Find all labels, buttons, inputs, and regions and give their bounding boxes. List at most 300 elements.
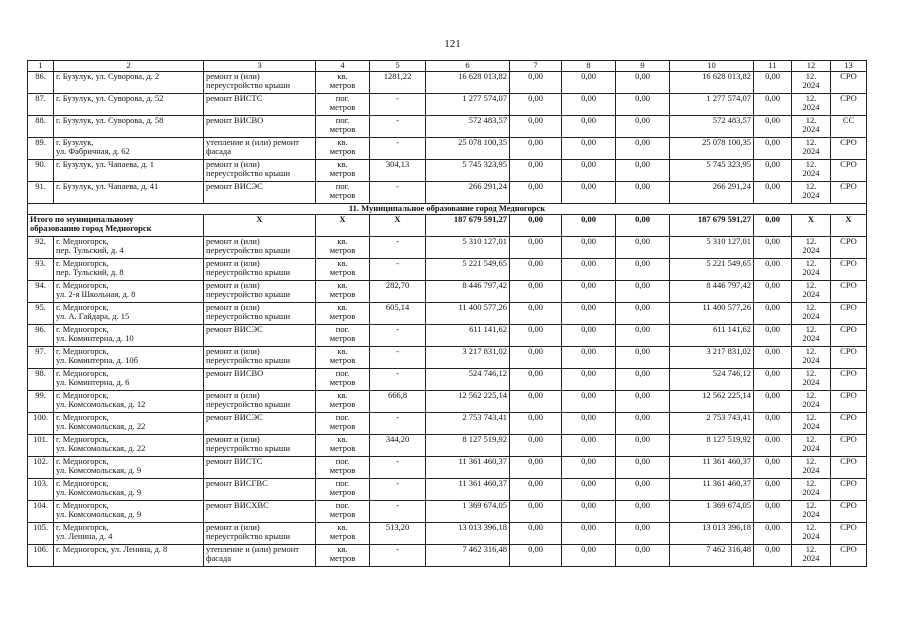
unit-cell-line: метров bbox=[329, 289, 356, 299]
work-type-cell-line: ремонт и (или) bbox=[206, 258, 260, 268]
owner-funds-cell: 3 217 831,02 bbox=[670, 346, 754, 368]
fund-cell: 0,00 bbox=[510, 544, 562, 566]
address-cell-line: г. Медногорск, bbox=[56, 258, 109, 268]
deadline-cell-line: 2024 bbox=[802, 190, 820, 200]
owner-funds-cell: 2 753 743,41 bbox=[670, 412, 754, 434]
unit-cell-line: метров bbox=[329, 443, 356, 453]
deadline-cell bbox=[792, 115, 831, 137]
work-type-cell-line: ремонт и (или) bbox=[206, 159, 260, 169]
unit-cell bbox=[316, 159, 370, 181]
unit-cell bbox=[316, 412, 370, 434]
fund-cell: 0,00 bbox=[510, 181, 562, 203]
fund-cell: 0,00 bbox=[616, 478, 670, 500]
address-cell-line: ул. Комсомольская, д. 22 bbox=[56, 443, 146, 453]
unit-cell-line: метров bbox=[329, 421, 356, 431]
volume-cell: 304,13 bbox=[370, 159, 426, 181]
table-row bbox=[28, 280, 867, 302]
deadline-cell-line: 12. bbox=[805, 434, 817, 444]
method-cell: СРО bbox=[831, 390, 867, 412]
work-type-cell-line: утепление и (или) ремонт bbox=[206, 544, 300, 554]
total-fund-cell: 0,00 bbox=[562, 214, 616, 236]
unit-cell-line: метров bbox=[329, 311, 356, 321]
method-cell: СРО bbox=[831, 258, 867, 280]
unit-cell-line: пог. bbox=[335, 412, 350, 422]
address-cell-line: ул. Комсомольская, д. 9 bbox=[56, 465, 142, 475]
row-number: 88. bbox=[28, 115, 54, 137]
total-cost-cell: 8 446 797,42 bbox=[426, 280, 510, 302]
other-funds-cell: 0,00 bbox=[754, 236, 792, 258]
page-number: 121 bbox=[444, 38, 461, 50]
deadline-cell-line: 2024 bbox=[802, 245, 820, 255]
deadline-cell-line: 2024 bbox=[802, 146, 820, 156]
unit-cell-line: кв. bbox=[337, 346, 348, 356]
total-cost-cell: 266 291,24 bbox=[426, 181, 510, 203]
volume-cell: - bbox=[370, 456, 426, 478]
row-number: 100. bbox=[28, 412, 54, 434]
work-type-cell bbox=[204, 93, 316, 115]
owner-funds-cell: 5 221 549,65 bbox=[670, 258, 754, 280]
table-row bbox=[28, 500, 867, 522]
address-cell bbox=[54, 71, 204, 93]
unit-cell-line: метров bbox=[329, 190, 356, 200]
unit-cell-line: пог. bbox=[335, 500, 350, 510]
work-type-cell bbox=[204, 324, 316, 346]
address-cell-line: г. Бузулук, ул. Суворова, д. 2 bbox=[56, 71, 160, 81]
fund-cell: 0,00 bbox=[510, 324, 562, 346]
deadline-cell-line: 2024 bbox=[802, 102, 820, 112]
fund-cell: 0,00 bbox=[510, 137, 562, 159]
table-row bbox=[28, 258, 867, 280]
fund-cell: 0,00 bbox=[616, 390, 670, 412]
fund-cell: 0,00 bbox=[616, 280, 670, 302]
owner-funds-cell: 16 628 013,82 bbox=[670, 71, 754, 93]
table-row bbox=[28, 434, 867, 456]
deadline-cell-line: 2024 bbox=[802, 289, 820, 299]
volume-cell: - bbox=[370, 500, 426, 522]
table-row bbox=[28, 522, 867, 544]
fund-cell: 0,00 bbox=[562, 522, 616, 544]
unit-cell bbox=[316, 544, 370, 566]
work-type-cell bbox=[204, 412, 316, 434]
unit-cell-line: пог. bbox=[335, 93, 350, 103]
total-cost-cell: 7 462 316,48 bbox=[426, 544, 510, 566]
deadline-cell bbox=[792, 159, 831, 181]
deadline-cell bbox=[792, 302, 831, 324]
work-type-cell-line: ремонт ВИСЭС bbox=[206, 181, 263, 191]
section-title: 11. Муниципальное образование город Медногорск bbox=[28, 203, 867, 214]
deadline-cell bbox=[792, 324, 831, 346]
fund-cell: 0,00 bbox=[616, 258, 670, 280]
total-cost-cell: 13 013 396,18 bbox=[426, 522, 510, 544]
address-cell-line: ул. Коминтерна, д. 6 bbox=[56, 377, 130, 387]
unit-cell-line: кв. bbox=[337, 390, 348, 400]
owner-funds-cell: 5 745 323,95 bbox=[670, 159, 754, 181]
unit-cell-line: кв. bbox=[337, 236, 348, 246]
column-header: 13 bbox=[831, 61, 867, 72]
address-cell bbox=[54, 159, 204, 181]
row-number: 87. bbox=[28, 93, 54, 115]
work-type-cell-line: ремонт и (или) bbox=[206, 302, 260, 312]
unit-cell-line: метров bbox=[329, 553, 356, 563]
method-cell: СРО bbox=[831, 456, 867, 478]
table-row bbox=[28, 93, 867, 115]
other-funds-cell: 0,00 bbox=[754, 500, 792, 522]
deadline-cell-line: 2024 bbox=[802, 168, 820, 178]
volume-cell: - bbox=[370, 236, 426, 258]
total-cost-cell: 11 361 460,37 bbox=[426, 456, 510, 478]
fund-cell: 0,00 bbox=[510, 456, 562, 478]
table-row bbox=[28, 302, 867, 324]
owner-funds-cell: 266 291,24 bbox=[670, 181, 754, 203]
work-type-cell bbox=[204, 236, 316, 258]
row-number: 93. bbox=[28, 258, 54, 280]
address-cell-line: г. Медногорск, bbox=[56, 280, 109, 290]
unit-cell-line: метров bbox=[329, 465, 356, 475]
work-type-cell-line: переустройство крыши bbox=[206, 245, 291, 255]
address-cell bbox=[54, 181, 204, 203]
address-cell-line: ул. Фабричная, д. 62 bbox=[56, 146, 130, 156]
fund-cell: 0,00 bbox=[616, 159, 670, 181]
unit-cell-line: кв. bbox=[337, 434, 348, 444]
work-type-cell-line: переустройство крыши bbox=[206, 168, 291, 178]
method-cell: СРО bbox=[831, 434, 867, 456]
fund-cell: 0,00 bbox=[562, 137, 616, 159]
unit-cell-line: метров bbox=[329, 487, 356, 497]
fund-cell: 0,00 bbox=[562, 115, 616, 137]
owner-funds-cell: 8 127 519,92 bbox=[670, 434, 754, 456]
work-type-cell-line: ремонт ВИСЭС bbox=[206, 412, 263, 422]
unit-cell-line: кв. bbox=[337, 544, 348, 554]
column-header: 4 bbox=[316, 61, 370, 72]
total-owner-funds-cell: 187 679 591,27 bbox=[670, 214, 754, 236]
address-cell-line: ул. Коминтерна, д. 10б bbox=[56, 355, 138, 365]
work-type-cell-line: переустройство крыши bbox=[206, 355, 291, 365]
table-row bbox=[28, 478, 867, 500]
address-cell-line: г. Бузулук, bbox=[56, 137, 94, 147]
work-type-cell-line: переустройство крыши bbox=[206, 289, 291, 299]
unit-cell-line: метров bbox=[329, 102, 356, 112]
row-number: 86. bbox=[28, 71, 54, 93]
unit-cell-line: метров bbox=[329, 377, 356, 387]
fund-cell: 0,00 bbox=[510, 302, 562, 324]
address-cell-line: ул. Ленина, д. 4 bbox=[56, 531, 113, 541]
deadline-cell-line: 12. bbox=[805, 412, 817, 422]
fund-cell: 0,00 bbox=[562, 412, 616, 434]
unit-cell bbox=[316, 456, 370, 478]
unit-cell-line: метров bbox=[329, 267, 356, 277]
address-cell bbox=[54, 544, 204, 566]
address-cell bbox=[54, 412, 204, 434]
fund-cell: 0,00 bbox=[616, 71, 670, 93]
fund-cell: 0,00 bbox=[616, 93, 670, 115]
row-number: 89. bbox=[28, 137, 54, 159]
total-mark-cell: X bbox=[370, 214, 426, 236]
column-header: 3 bbox=[204, 61, 316, 72]
unit-cell bbox=[316, 346, 370, 368]
method-cell: СРО bbox=[831, 412, 867, 434]
volume-cell: 666,8 bbox=[370, 390, 426, 412]
unit-cell-line: метров bbox=[329, 509, 356, 519]
fund-cell: 0,00 bbox=[510, 346, 562, 368]
address-cell bbox=[54, 456, 204, 478]
fund-cell: 0,00 bbox=[510, 522, 562, 544]
total-cost-cell: 16 628 013,82 bbox=[426, 71, 510, 93]
unit-cell bbox=[316, 115, 370, 137]
total-label-line: Итого по муниципальному bbox=[30, 214, 134, 224]
total-cost-cell: 11 361 460,37 bbox=[426, 478, 510, 500]
volume-cell: - bbox=[370, 115, 426, 137]
deadline-cell bbox=[792, 137, 831, 159]
method-cell: СРО bbox=[831, 137, 867, 159]
work-type-cell-line: переустройство крыши bbox=[206, 80, 291, 90]
work-type-cell-line: ремонт ВИСТС bbox=[206, 456, 263, 466]
deadline-cell bbox=[792, 346, 831, 368]
deadline-cell-line: 2024 bbox=[802, 355, 820, 365]
fund-cell: 0,00 bbox=[616, 302, 670, 324]
fund-cell: 0,00 bbox=[562, 302, 616, 324]
fund-cell: 0,00 bbox=[562, 434, 616, 456]
unit-cell bbox=[316, 500, 370, 522]
unit-cell-line: кв. bbox=[337, 258, 348, 268]
method-cell: СС bbox=[831, 115, 867, 137]
row-number: 90. bbox=[28, 159, 54, 181]
table-row bbox=[28, 412, 867, 434]
unit-cell bbox=[316, 324, 370, 346]
work-type-cell bbox=[204, 280, 316, 302]
work-type-cell bbox=[204, 390, 316, 412]
volume-cell: - bbox=[370, 478, 426, 500]
work-type-cell-line: ремонт и (или) bbox=[206, 434, 260, 444]
fund-cell: 0,00 bbox=[616, 500, 670, 522]
fund-cell: 0,00 bbox=[616, 368, 670, 390]
owner-funds-cell: 11 400 577,26 bbox=[670, 302, 754, 324]
address-cell-line: г. Медногорск, bbox=[56, 302, 109, 312]
method-cell: СРО bbox=[831, 544, 867, 566]
work-type-cell bbox=[204, 544, 316, 566]
fund-cell: 0,00 bbox=[510, 280, 562, 302]
fund-cell: 0,00 bbox=[562, 93, 616, 115]
other-funds-cell: 0,00 bbox=[754, 434, 792, 456]
fund-cell: 0,00 bbox=[562, 71, 616, 93]
capital-repair-table bbox=[27, 60, 867, 567]
fund-cell: 0,00 bbox=[616, 456, 670, 478]
work-type-cell-line: ремонт и (или) bbox=[206, 390, 260, 400]
address-cell bbox=[54, 236, 204, 258]
unit-cell bbox=[316, 478, 370, 500]
total-label bbox=[28, 214, 204, 236]
table-row bbox=[28, 181, 867, 203]
address-cell-line: г. Медногорск, bbox=[56, 346, 109, 356]
work-type-cell-line: переустройство крыши bbox=[206, 267, 291, 277]
other-funds-cell: 0,00 bbox=[754, 181, 792, 203]
fund-cell: 0,00 bbox=[616, 181, 670, 203]
table-row bbox=[28, 115, 867, 137]
unit-cell-line: пог. bbox=[335, 115, 350, 125]
fund-cell: 0,00 bbox=[616, 522, 670, 544]
other-funds-cell: 0,00 bbox=[754, 258, 792, 280]
unit-cell-line: пог. bbox=[335, 181, 350, 191]
deadline-cell bbox=[792, 478, 831, 500]
address-cell bbox=[54, 137, 204, 159]
deadline-cell-line: 2024 bbox=[802, 443, 820, 453]
deadline-cell-line: 12. bbox=[805, 115, 817, 125]
work-type-cell-line: фасада bbox=[206, 553, 232, 563]
fund-cell: 0,00 bbox=[616, 324, 670, 346]
unit-cell-line: метров bbox=[329, 399, 356, 409]
total-cost-cell: 1 277 574,07 bbox=[426, 93, 510, 115]
total-other-funds-cell: 0,00 bbox=[754, 214, 792, 236]
owner-funds-cell: 524 746,12 bbox=[670, 368, 754, 390]
row-number: 103. bbox=[28, 478, 54, 500]
volume-cell: - bbox=[370, 324, 426, 346]
column-header: 5 bbox=[370, 61, 426, 72]
column-header: 11 bbox=[754, 61, 792, 72]
deadline-cell bbox=[792, 181, 831, 203]
work-type-cell-line: ремонт и (или) bbox=[206, 280, 260, 290]
deadline-cell-line: 2024 bbox=[802, 509, 820, 519]
unit-cell-line: метров bbox=[329, 124, 356, 134]
fund-cell: 0,00 bbox=[510, 71, 562, 93]
address-cell-line: г. Медногорск, bbox=[56, 390, 109, 400]
total-cost-cell: 5 310 127,01 bbox=[426, 236, 510, 258]
total-cost-cell: 11 400 577,26 bbox=[426, 302, 510, 324]
address-cell-line: г. Медногорск, bbox=[56, 412, 109, 422]
unit-cell-line: кв. bbox=[337, 522, 348, 532]
owner-funds-cell: 572 483,57 bbox=[670, 115, 754, 137]
other-funds-cell: 0,00 bbox=[754, 159, 792, 181]
fund-cell: 0,00 bbox=[562, 280, 616, 302]
fund-cell: 0,00 bbox=[562, 390, 616, 412]
deadline-cell bbox=[792, 390, 831, 412]
deadline-cell bbox=[792, 434, 831, 456]
fund-cell: 0,00 bbox=[510, 434, 562, 456]
fund-cell: 0,00 bbox=[510, 236, 562, 258]
work-type-cell-line: переустройство крыши bbox=[206, 443, 291, 453]
address-cell-line: г. Медногорск, bbox=[56, 368, 109, 378]
row-number: 105. bbox=[28, 522, 54, 544]
method-cell: СРО bbox=[831, 302, 867, 324]
work-type-cell-line: ремонт ВИСВО bbox=[206, 115, 264, 125]
work-type-cell bbox=[204, 181, 316, 203]
method-cell: СРО bbox=[831, 159, 867, 181]
deadline-cell bbox=[792, 71, 831, 93]
fund-cell: 0,00 bbox=[616, 412, 670, 434]
deadline-cell bbox=[792, 236, 831, 258]
address-cell-line: ул. А. Гайдара, д. 15 bbox=[56, 311, 130, 321]
address-cell bbox=[54, 324, 204, 346]
table-row bbox=[28, 324, 867, 346]
fund-cell: 0,00 bbox=[562, 324, 616, 346]
method-cell: СРО bbox=[831, 93, 867, 115]
volume-cell: - bbox=[370, 368, 426, 390]
unit-cell bbox=[316, 258, 370, 280]
deadline-cell bbox=[792, 412, 831, 434]
work-type-cell-line: ремонт и (или) bbox=[206, 236, 260, 246]
work-type-cell bbox=[204, 478, 316, 500]
owner-funds-cell: 1 277 574,07 bbox=[670, 93, 754, 115]
deadline-cell-line: 2024 bbox=[802, 531, 820, 541]
deadline-cell-line: 12. bbox=[805, 368, 817, 378]
other-funds-cell: 0,00 bbox=[754, 115, 792, 137]
other-funds-cell: 0,00 bbox=[754, 346, 792, 368]
unit-cell-line: метров bbox=[329, 80, 356, 90]
fund-cell: 0,00 bbox=[562, 500, 616, 522]
deadline-cell-line: 12. bbox=[805, 478, 817, 488]
fund-cell: 0,00 bbox=[510, 478, 562, 500]
other-funds-cell: 0,00 bbox=[754, 456, 792, 478]
total-cost-cell: 1 369 674,05 bbox=[426, 500, 510, 522]
address-cell bbox=[54, 346, 204, 368]
unit-cell-line: пог. bbox=[335, 324, 350, 334]
deadline-cell-line: 12. bbox=[805, 522, 817, 532]
other-funds-cell: 0,00 bbox=[754, 478, 792, 500]
total-cost-cell: 5 221 549,65 bbox=[426, 258, 510, 280]
work-type-cell-line: переустройство крыши bbox=[206, 311, 291, 321]
total-label-line: образованию город Медногорск bbox=[30, 223, 152, 233]
volume-cell: - bbox=[370, 181, 426, 203]
volume-cell: - bbox=[370, 346, 426, 368]
row-number: 91. bbox=[28, 181, 54, 203]
work-type-cell bbox=[204, 159, 316, 181]
work-type-cell-line: фасада bbox=[206, 146, 232, 156]
address-cell-line: г. Медногорск, bbox=[56, 500, 109, 510]
fund-cell: 0,00 bbox=[616, 544, 670, 566]
deadline-cell bbox=[792, 544, 831, 566]
deadline-cell-line: 2024 bbox=[802, 465, 820, 475]
work-type-cell bbox=[204, 302, 316, 324]
method-cell: СРО bbox=[831, 236, 867, 258]
work-type-cell bbox=[204, 368, 316, 390]
address-cell bbox=[54, 522, 204, 544]
fund-cell: 0,00 bbox=[510, 390, 562, 412]
unit-cell bbox=[316, 93, 370, 115]
volume-cell: - bbox=[370, 544, 426, 566]
volume-cell: - bbox=[370, 412, 426, 434]
unit-cell-line: метров bbox=[329, 531, 356, 541]
method-cell: СРО bbox=[831, 368, 867, 390]
fund-cell: 0,00 bbox=[510, 115, 562, 137]
work-type-cell-line: ремонт и (или) bbox=[206, 522, 260, 532]
total-cost-cell: 25 078 100,35 bbox=[426, 137, 510, 159]
fund-cell: 0,00 bbox=[562, 456, 616, 478]
address-cell bbox=[54, 115, 204, 137]
other-funds-cell: 0,00 bbox=[754, 544, 792, 566]
total-cost-cell: 5 745 323,95 bbox=[426, 159, 510, 181]
address-cell bbox=[54, 478, 204, 500]
address-cell-line: ул. Комсомольская, д. 12 bbox=[56, 399, 146, 409]
table-row bbox=[28, 159, 867, 181]
work-type-cell bbox=[204, 522, 316, 544]
deadline-cell-line: 12. bbox=[805, 159, 817, 169]
deadline-cell-line: 12. bbox=[805, 137, 817, 147]
address-cell-line: ул. Комсомольская, д. 9 bbox=[56, 487, 142, 497]
fund-cell: 0,00 bbox=[510, 93, 562, 115]
work-type-cell bbox=[204, 137, 316, 159]
fund-cell: 0,00 bbox=[562, 159, 616, 181]
unit-cell bbox=[316, 390, 370, 412]
deadline-cell-line: 2024 bbox=[802, 267, 820, 277]
deadline-cell bbox=[792, 280, 831, 302]
deadline-cell-line: 2024 bbox=[802, 399, 820, 409]
unit-cell-line: кв. bbox=[337, 280, 348, 290]
table-row bbox=[28, 544, 867, 566]
work-type-cell-line: ремонт ВИСВО bbox=[206, 368, 264, 378]
owner-funds-cell: 11 361 460,37 bbox=[670, 456, 754, 478]
total-cost-cell: 572 483,57 bbox=[426, 115, 510, 137]
total-cost-cell: 3 217 831,02 bbox=[426, 346, 510, 368]
fund-cell: 0,00 bbox=[510, 159, 562, 181]
unit-cell bbox=[316, 368, 370, 390]
